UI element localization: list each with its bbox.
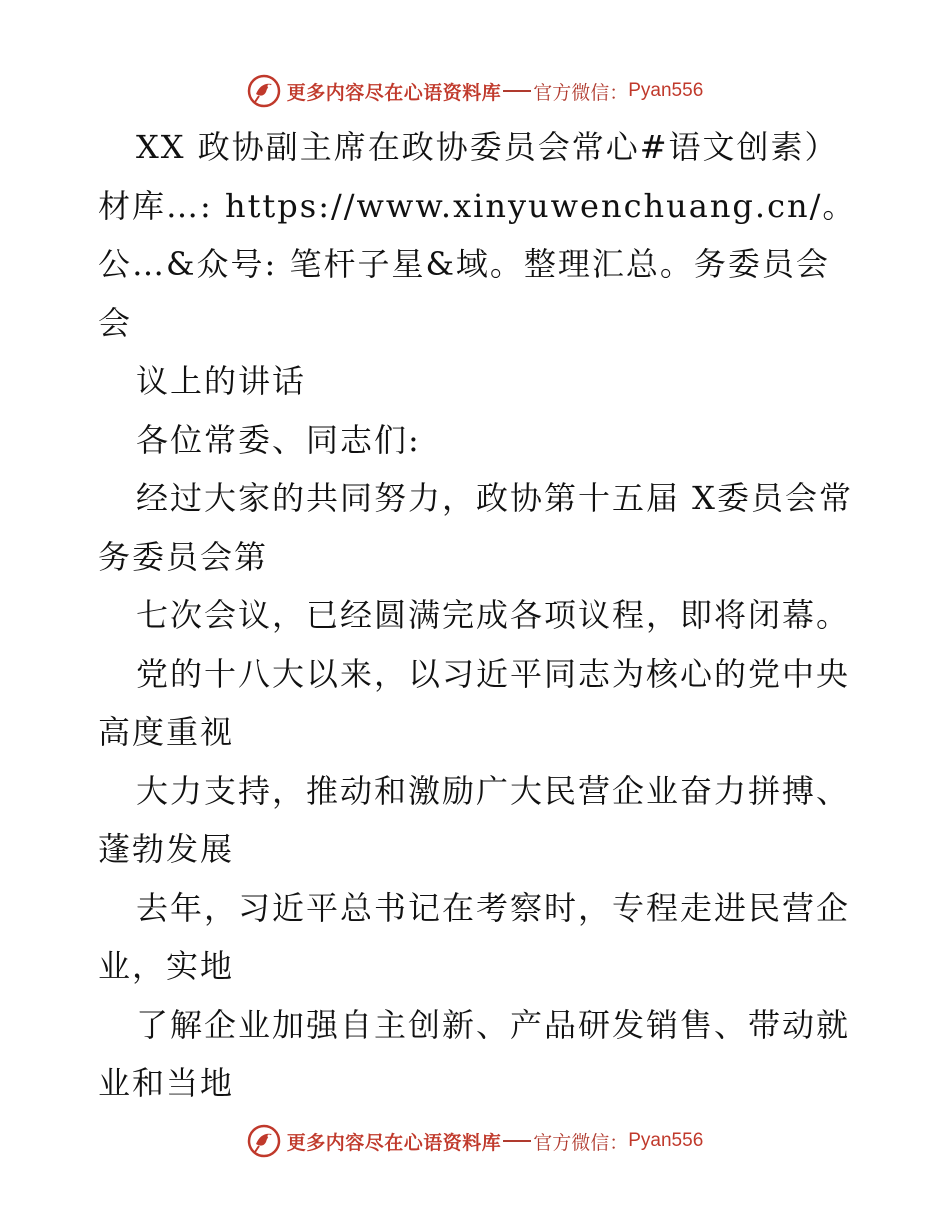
paragraph: 经过大家的共同努力，政协第十五届 X委员会常务委员会第 (98, 479, 853, 576)
watermark-wechat-id: Pyan556 (628, 1130, 704, 1151)
paragraph: 去年，习近平总书记在考察时，专程走进民营企业，实地 (98, 888, 851, 985)
red-bird-logo-icon (247, 74, 281, 108)
paragraph: 党的十八大以来，以习近平同志为核心的党中央高度重视 (98, 654, 851, 751)
watermark-wechat-id: Pyan556 (628, 80, 704, 101)
paragraph: 七次会议，已经圆满完成各项议程，即将闭幕。 (136, 596, 851, 634)
watermark-main-text: 更多内容尽在心语资料库 (286, 1131, 502, 1154)
watermark-dash (503, 90, 531, 92)
watermark-dash (503, 1140, 531, 1142)
paragraph: 大力支持，推动和激励广大民营企业奋力拼搏、蓬勃发展 (98, 771, 851, 868)
red-bird-logo-icon (247, 1124, 281, 1158)
document-body (98, 118, 858, 1113)
paragraph-title: XX 政协副主席在政协委员会常心#语文创素）材库…: https://www.xinyuwenchuang.cn/。公…&众号: 笔杆子星&域。整理汇总。务委员会会 (98, 128, 857, 342)
watermark-official-label: 官方微信： (533, 1131, 629, 1154)
watermark-official-label: 官方微信： (533, 81, 629, 104)
watermark-main-text: 更多内容尽在心语资料库 (286, 81, 502, 104)
header-watermark (0, 71, 950, 111)
paragraph-title-cont: 议上的讲话 (136, 362, 307, 400)
paragraph-salutation: 各位常委、同志们: (136, 420, 421, 459)
paragraph: 了解企业加强自主创新、产品研发销售、带动就业和当地 (98, 1005, 851, 1102)
footer-watermark (0, 1121, 950, 1161)
